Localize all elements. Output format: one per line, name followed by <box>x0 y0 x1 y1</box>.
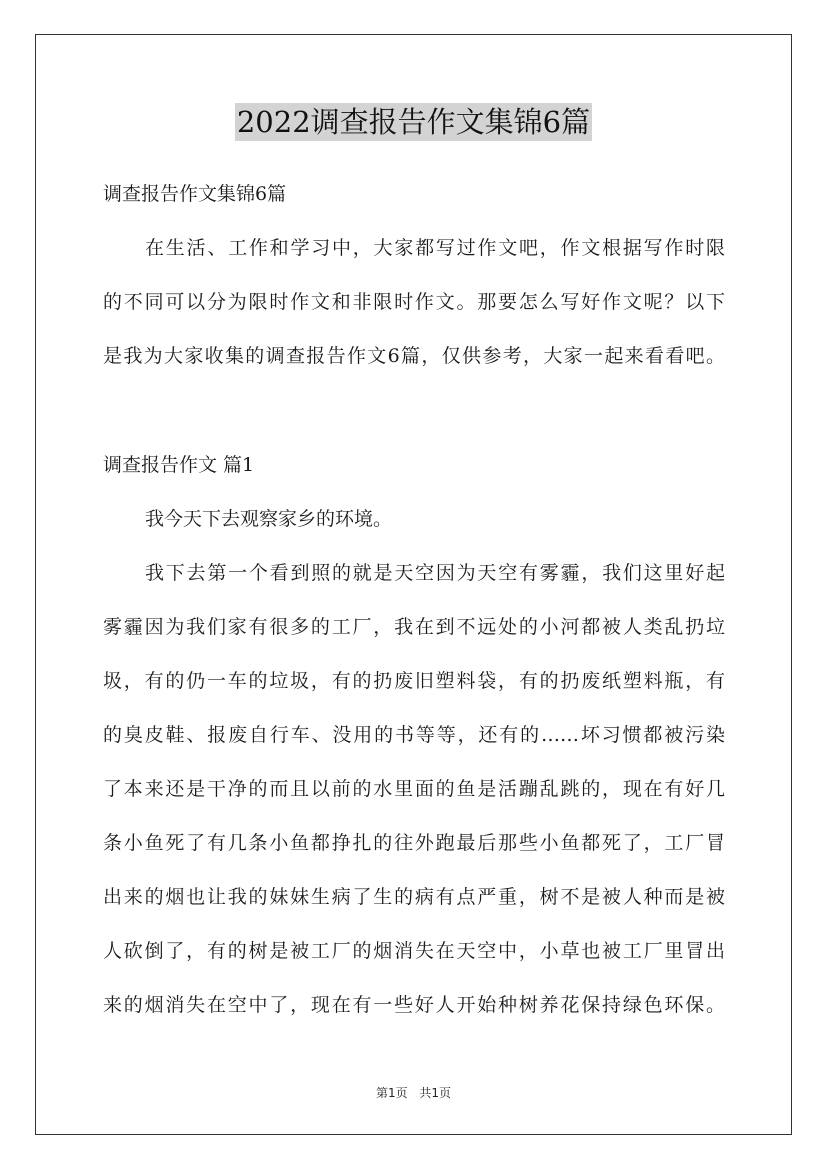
section-para-2-line-6: 条小鱼死了有几条小鱼都挣扎的往外跑最后那些小鱼都死了，工厂冒 <box>103 832 725 854</box>
document-subtitle: 调查报告作文集锦6篇 <box>103 183 287 205</box>
section-para-2-line-4: 的臭皮鞋、报废自行车、没用的书等等，还有的……坏习惯都被污染 <box>103 724 725 746</box>
section-para-2-line-1: 我下去第一个看到照的就是天空因为天空有雾霾，我们这里好起 <box>145 562 725 584</box>
document-title: 2022调查报告作文集锦6篇 <box>236 105 591 139</box>
page-number-current: 第1页 <box>375 1086 408 1100</box>
title-container <box>0 103 827 141</box>
section-para-2-line-3: 圾，有的仍一车的垃圾，有的扔废旧塑料袋，有的扔废纸塑料瓶，有 <box>103 670 725 692</box>
intro-line-2: 的不同可以分为限时作文和非限时作文。那要怎么写好作文呢？以下 <box>103 291 725 313</box>
section-para-2-line-8: 人砍倒了，有的树是被工厂的烟消失在天空中，小草也被工厂里冒出 <box>103 940 725 962</box>
section-para-2-line-9: 来的烟消失在空中了，现在有一些好人开始种树养花保持绿色环保。 <box>103 994 725 1016</box>
page-footer <box>0 1084 827 1101</box>
section-para-2-line-2: 雾霾因为我们家有很多的工厂，我在到不远处的小河都被人类乱扔垃 <box>103 616 725 638</box>
section-para-2-line-7: 出来的烟也让我的妹妹生病了生的病有点严重，树不是被人种而是被 <box>103 886 725 908</box>
section-para-1: 我今天下去观察家乡的环境。 <box>145 508 393 530</box>
page-number-total: 共1页 <box>419 1086 452 1100</box>
section-para-2-line-5: 了本来还是干净的而且以前的水里面的鱼是活蹦乱跳的，现在有好几 <box>103 778 725 800</box>
intro-line-1: 在生活、工作和学习中，大家都写过作文吧，作文根据写作时限 <box>145 237 725 259</box>
section-heading: 调查报告作文 篇1 <box>103 454 255 476</box>
intro-line-3: 是我为大家收集的调查报告作文6篇，仅供参考，大家一起来看看吧。 <box>103 345 725 367</box>
